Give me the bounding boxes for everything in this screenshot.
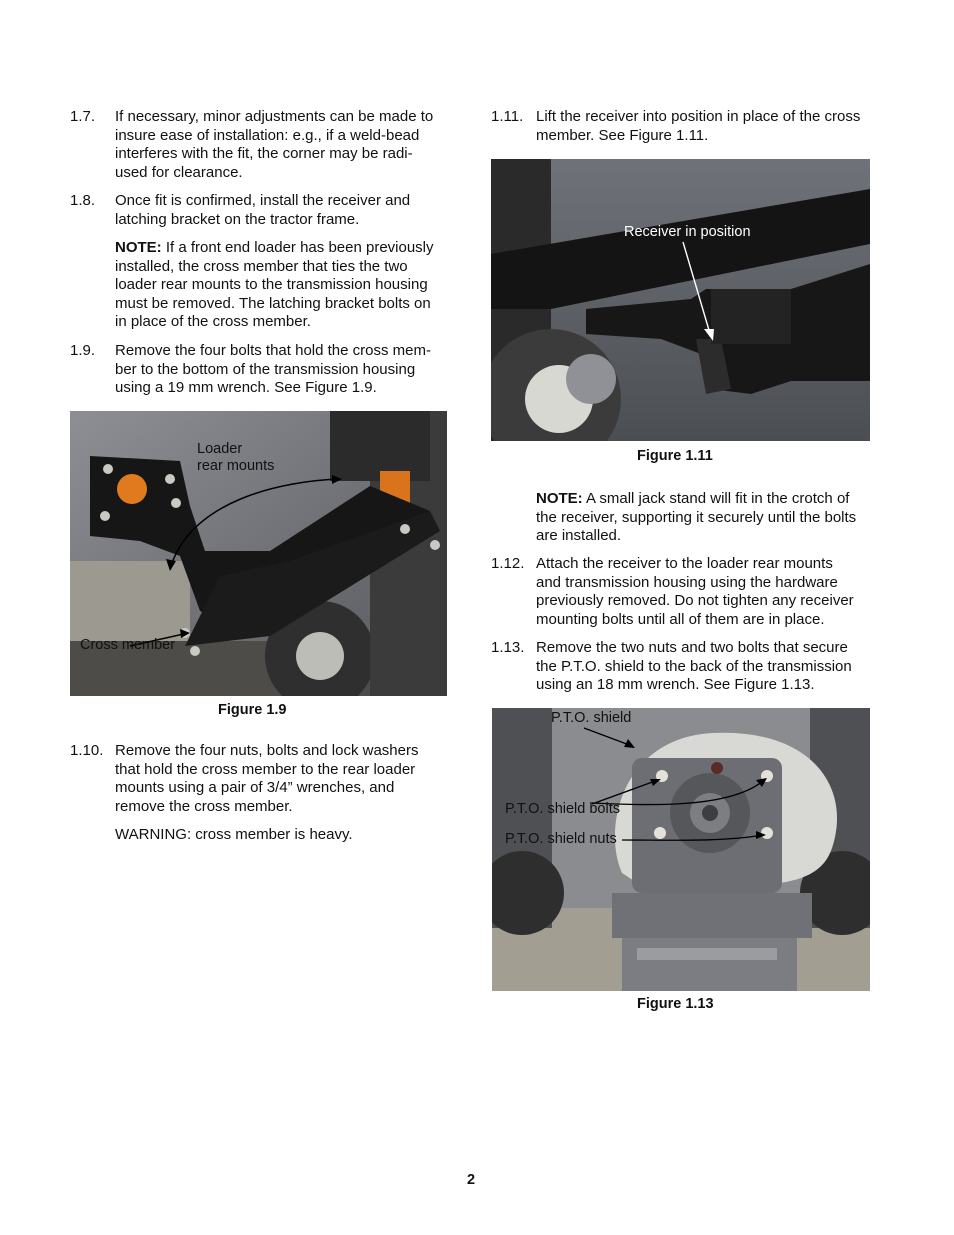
- text-line: in place of the cross member.: [115, 313, 311, 331]
- warning-text: WARNING: cross member is heavy.: [115, 826, 353, 843]
- label-loader-rear-mounts: [197, 441, 274, 475]
- text-line: using an 18 mm wrench. See Figure 1.13.: [536, 676, 815, 694]
- step-number: 1.12.: [491, 555, 525, 572]
- text-line: mounts using a pair of 3/4” wrenches, and: [115, 779, 395, 797]
- note-1-8: [115, 239, 455, 332]
- receiver-photo: [491, 159, 870, 441]
- text-line: Remove the four nuts, bolts and lock washers: [115, 742, 419, 759]
- text-line: must be removed. The latching bracket bolts on: [115, 294, 431, 312]
- text-line: the receiver, supporting it securely until the bolts: [536, 508, 857, 526]
- text-line: remove the cross member.: [115, 797, 293, 815]
- text-line: latching bracket on the tractor frame.: [115, 210, 360, 228]
- step-text: [536, 639, 881, 695]
- step-text: [536, 555, 881, 629]
- step-text: [115, 342, 455, 398]
- label-cross-member: Cross member: [80, 637, 176, 653]
- note-1-11: [536, 490, 881, 546]
- figure-1-13-caption: Figure 1.13: [637, 996, 714, 1012]
- figure-1-9-caption: Figure 1.9: [218, 702, 287, 718]
- text-line: previously removed. Do not tighten any receiver: [536, 592, 854, 610]
- figure-1-13-photo: [492, 708, 870, 991]
- text-line: If necessary, minor adjustments can be made to: [115, 108, 434, 125]
- figure-1-11-caption: Figure 1.11: [637, 448, 713, 464]
- label-pto-shield-bolts: P.T.O. shield bolts: [505, 801, 620, 817]
- figure-1-11-photo: [491, 159, 870, 441]
- text-line: ber to the bottom of the transmission housing: [115, 360, 416, 378]
- pto-shield-photo: [492, 708, 870, 991]
- text-line: loader rear mounts to the transmission housing: [115, 276, 428, 294]
- text-line: A small jack stand will fit in the crotch of: [582, 490, 850, 507]
- text-line: Attach the receiver to the loader rear mounts: [536, 555, 833, 572]
- step-number: 1.7.: [70, 108, 96, 125]
- text-line: using a 19 mm wrench. See Figure 1.9.: [115, 379, 377, 397]
- step-number: 1.9.: [70, 342, 96, 359]
- step-number: 1.8.: [70, 192, 96, 209]
- text-line: Lift the receiver into position in place of the cross: [536, 108, 861, 125]
- label-receiver-in-position: Receiver in position: [624, 224, 751, 240]
- text-line: and transmission housing using the hardware: [536, 573, 838, 591]
- note-first-line: [536, 490, 881, 509]
- step-number: 1.13.: [491, 639, 525, 656]
- text-line: are installed.: [536, 527, 622, 545]
- text-line: insure ease of installation: e.g., if a weld-bead: [115, 126, 420, 144]
- step-number: 1.10.: [70, 742, 104, 759]
- step-number: 1.11.: [491, 108, 524, 125]
- text-line: Remove the two nuts and two bolts that secure: [536, 639, 848, 656]
- figure-1-9-photo: [70, 411, 447, 696]
- text-line: Once fit is confirmed, install the receiver and: [115, 192, 411, 209]
- note-first-line: [115, 239, 455, 258]
- step-text: [115, 742, 455, 816]
- step-text: [115, 192, 455, 229]
- text-line: interferes with the fit, the corner may be radi-: [115, 145, 413, 163]
- text-line: If a front end loader has been previously: [161, 239, 434, 256]
- step-text: [115, 108, 455, 182]
- text-line: that hold the cross member to the rear loader: [115, 760, 416, 778]
- label-line: rear mounts: [197, 458, 275, 474]
- step-text: [536, 108, 881, 145]
- note-prefix: NOTE:: [536, 490, 583, 507]
- text-line: member. See Figure 1.11.: [536, 126, 709, 144]
- text-line: installed, the cross member that ties the two: [115, 257, 408, 275]
- page-number: 2: [467, 1172, 476, 1188]
- text-line: used for clearance.: [115, 163, 243, 181]
- text-line: Remove the four bolts that hold the cross mem-: [115, 342, 431, 359]
- label-pto-shield-nuts: P.T.O. shield nuts: [505, 831, 617, 847]
- label-line: Loader: [197, 441, 243, 457]
- text-line: mounting bolts until all of them are in place.: [536, 610, 825, 628]
- label-pto-shield: P.T.O. shield: [551, 710, 632, 726]
- text-line: the P.T.O. shield to the back of the transmission: [536, 657, 852, 675]
- note-prefix: NOTE:: [115, 239, 162, 256]
